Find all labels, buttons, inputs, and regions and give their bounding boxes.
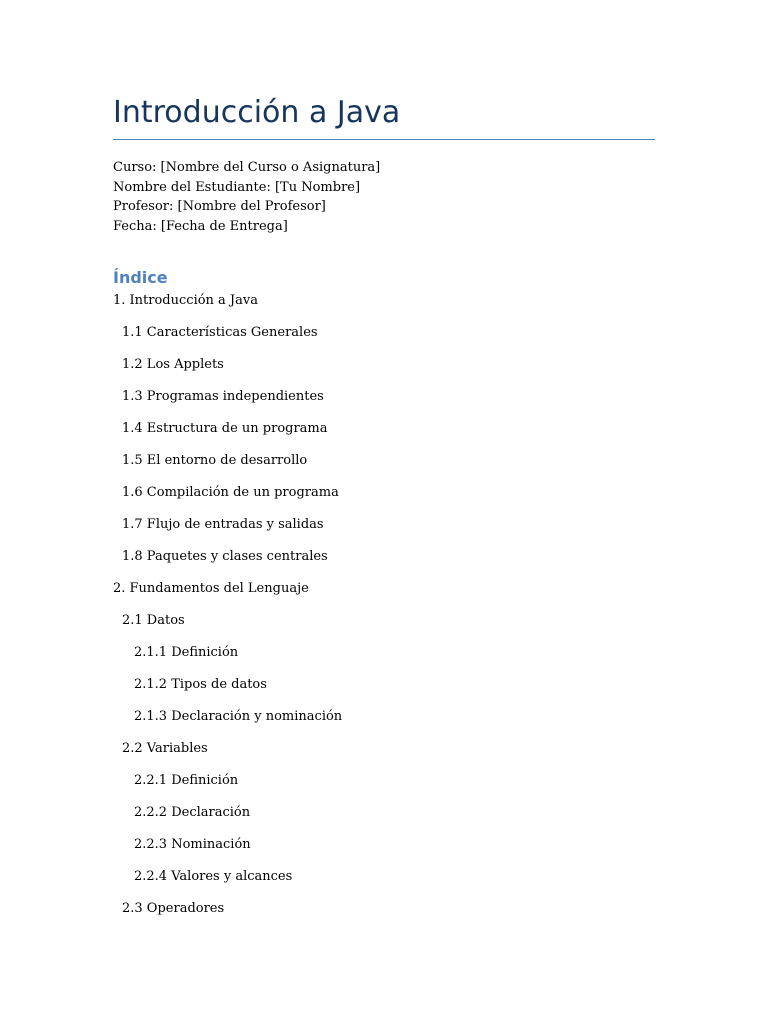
toc-entry: 2.2 Variables xyxy=(122,741,208,756)
toc-entry: 1.4 Estructura de un programa xyxy=(122,421,328,436)
toc-entry: 2.1.2 Tipos de datos xyxy=(134,677,267,692)
toc-entry: 2.1.1 Definición xyxy=(134,645,239,660)
toc-entry: 1.2 Los Applets xyxy=(122,357,224,372)
student-name-line: Nombre del Estudiante: [Tu Nombre] xyxy=(113,179,361,195)
document-title: Introducción a Java xyxy=(113,95,401,130)
toc-entry: 2. Fundamentos del Lenguaje xyxy=(113,581,309,596)
toc-entry: 2.1 Datos xyxy=(122,613,185,628)
toc-entry: 2.1.3 Declaración y nominación xyxy=(134,709,343,724)
toc-entry: 1.5 El entorno de desarrollo xyxy=(122,453,308,468)
professor-line: Profesor: [Nombre del Profesor] xyxy=(113,199,326,214)
toc-entry: 1.8 Paquetes y clases centrales xyxy=(122,549,328,564)
toc-entry: 1.3 Programas independientes xyxy=(122,389,324,404)
toc-entry: 2.2.1 Definición xyxy=(134,773,239,788)
course-line: Curso: [Nombre del Curso o Asignatura] xyxy=(113,160,381,175)
toc-entry: 1. Introducción a Java xyxy=(113,293,258,308)
toc-entry: 1.7 Flujo de entradas y salidas xyxy=(122,517,324,532)
title-underline xyxy=(113,139,655,140)
toc-entry: 2.2.2 Declaración xyxy=(134,805,251,820)
toc-heading: Índice xyxy=(113,268,168,287)
toc-entry: 2.2.4 Valores y alcances xyxy=(134,869,293,884)
toc-entry: 2.2.3 Nominación xyxy=(134,837,251,852)
toc-entry: 2.3 Operadores xyxy=(122,901,225,916)
toc-entry: 1.1 Características Generales xyxy=(122,325,318,340)
toc-entry: 1.6 Compilación de un programa xyxy=(122,485,339,500)
date-line: Fecha: [Fecha de Entrega] xyxy=(113,218,288,234)
document-metadata xyxy=(113,158,380,236)
